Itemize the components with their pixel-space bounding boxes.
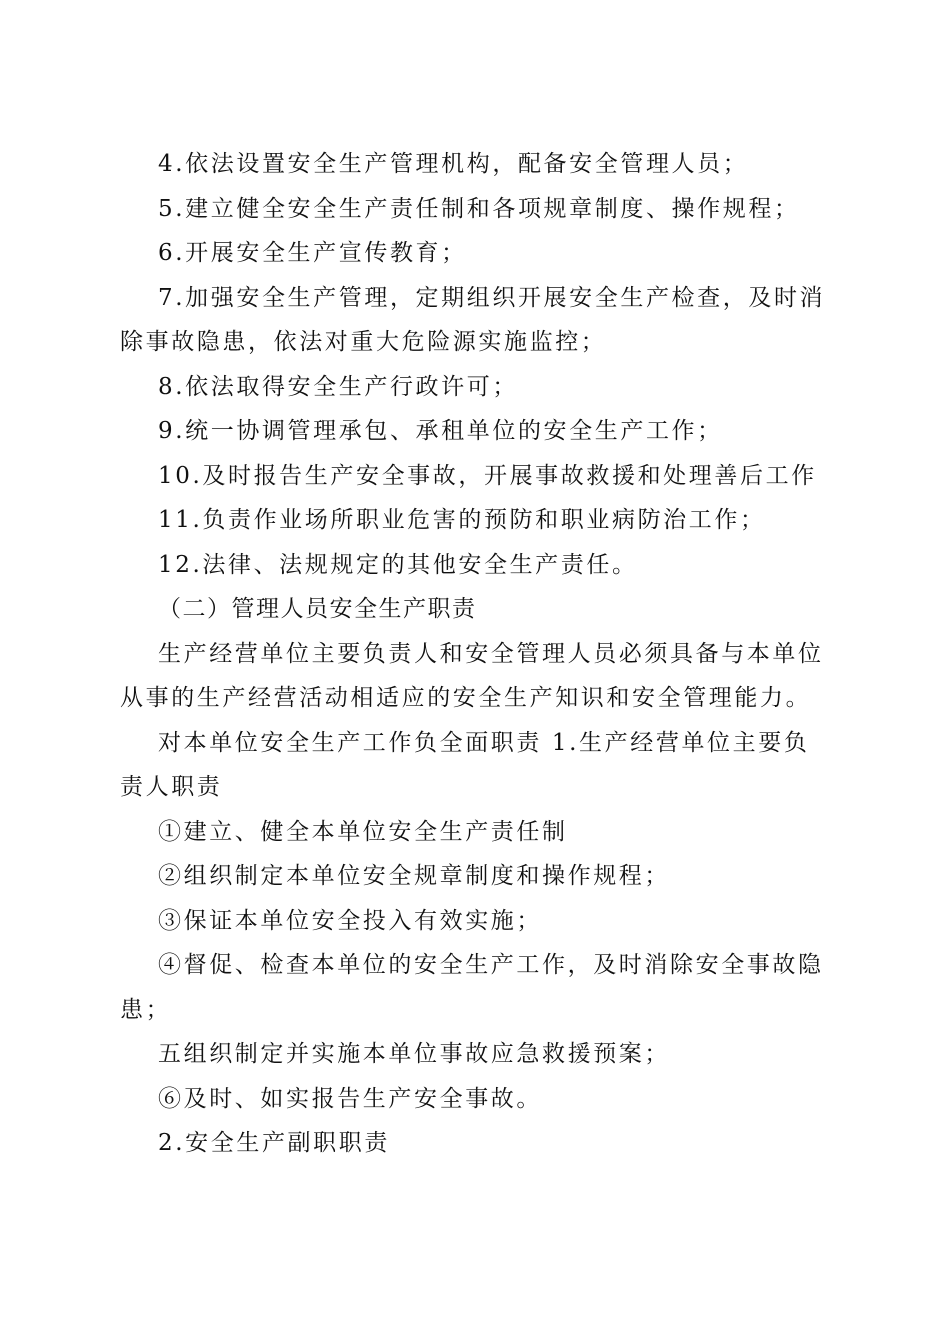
text-line: ③保证本单位安全投入有效实施；	[158, 907, 542, 934]
text-line: 10.及时报告生产安全事故，开展事故救援和处理善后工作	[158, 462, 817, 489]
text-line: 7.加强安全生产管理，定期组织开展安全生产检查，及时消	[158, 284, 826, 311]
text-line: ①建立、健全本单位安全生产责任制	[158, 818, 568, 845]
text-line: ④督促、检查本单位的安全生产工作，及时消除安全事故隐	[158, 952, 824, 978]
text-line: 生产经营单位主要负责人和安全管理人员必须具备与本单位	[158, 640, 824, 667]
text-line: 患；	[120, 996, 172, 1023]
text-line: 4.依法设置安全生产管理机构，配备安全管理人员；	[158, 151, 749, 177]
text-line: 对本单位安全生产工作负全面职责 1.生产经营单位主要负	[158, 729, 810, 756]
text-line: 6.开展安全生产宣传教育；	[158, 240, 467, 266]
text-line: 12.法律、法规规定的其他安全生产责任。	[158, 551, 638, 578]
text-line: 五组织制定并实施本单位事故应急救援预案；	[158, 1041, 670, 1067]
text-line: ②组织制定本单位安全规章制度和操作规程；	[158, 863, 670, 889]
text-line: 除事故隐患，依法对重大危险源实施监控；	[120, 329, 607, 355]
document-body	[120, 142, 830, 1166]
section-heading: （二）管理人员安全生产职责	[158, 596, 477, 622]
text-line: 5.建立健全安全生产责任制和各项规章制度、操作规程；	[158, 195, 800, 222]
text-line: 责人职责	[120, 774, 223, 800]
text-line: 9.统一协调管理承包、承租单位的安全生产工作；	[158, 418, 723, 444]
text-line: 从事的生产经营活动相适应的安全生产知识和安全管理能力。	[120, 685, 812, 711]
text-line: 2.安全生产副职职责	[158, 1130, 390, 1156]
text-line: ⑥及时、如实报告生产安全事故。	[158, 1085, 542, 1112]
text-line: 8.依法取得安全生产行政许可；	[158, 373, 518, 400]
text-line: 11.负责作业场所职业危害的预防和职业病防治工作；	[158, 507, 766, 533]
